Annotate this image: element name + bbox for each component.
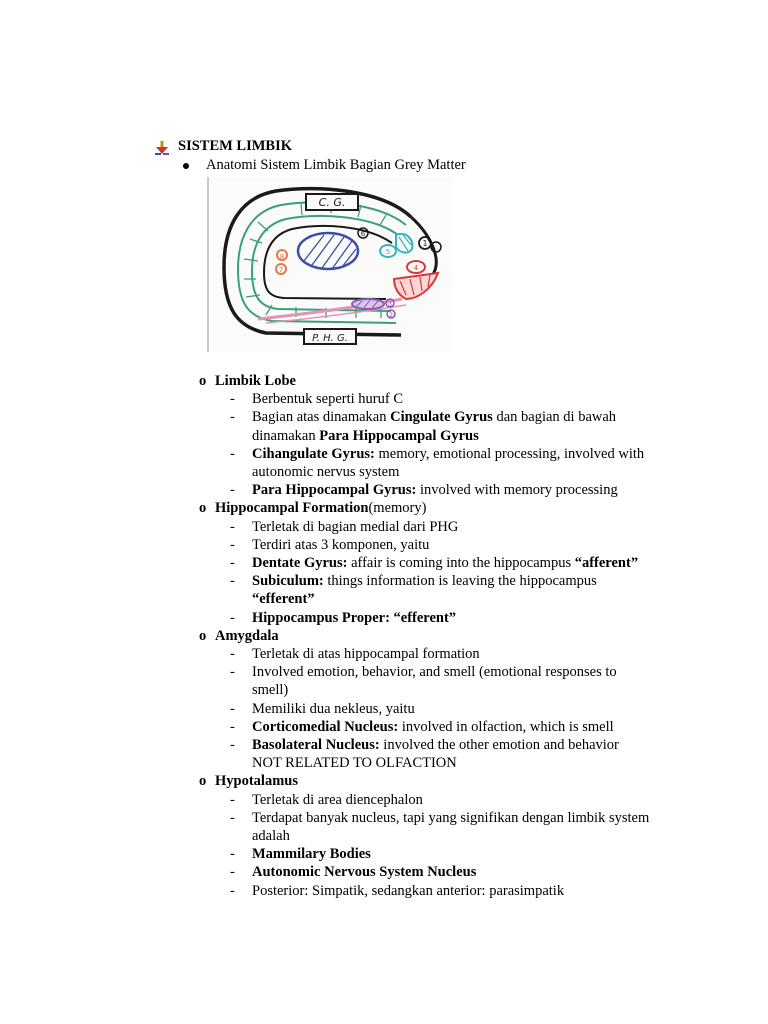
label-6: 6 <box>360 230 366 238</box>
item-post: involved the other emotion and behavior NOT RELATED TO OLFACTION <box>252 737 619 772</box>
dash-bullet-icon: - <box>230 518 235 535</box>
item-pre: Involved emotion, behavior, and smell (emotional responses to smell) <box>252 664 617 699</box>
item-pre: Posterior: Simpatik, sedangkan anterior: parasimpatik <box>252 882 565 899</box>
list-item <box>199 700 659 718</box>
limbic-system-drawing <box>206 177 453 352</box>
dash-bullet-icon: - <box>230 664 235 681</box>
list-item <box>199 609 659 627</box>
item-bold: Basolateral Nucleus: <box>252 737 380 754</box>
dash-bullet-icon: - <box>230 846 235 863</box>
circle-bullet-icon: o <box>199 373 207 389</box>
item-bold: Para Hippocampal Gyrus: <box>252 482 417 499</box>
outline-list <box>199 372 659 900</box>
dash-bullet-icon: - <box>230 700 235 717</box>
list-item <box>199 572 659 608</box>
dash-bullet-icon: - <box>230 409 235 426</box>
list-item <box>199 536 659 554</box>
dash-bullet-icon: - <box>230 482 235 499</box>
dash-bullet-icon: - <box>230 536 235 553</box>
item-text <box>252 863 652 881</box>
circle-bullet-icon: o <box>199 773 207 790</box>
list-item <box>199 809 659 845</box>
circle-bullet-icon: o <box>199 627 207 644</box>
item-text <box>252 390 652 408</box>
list-item <box>199 554 659 572</box>
list-item <box>199 663 659 699</box>
item-text <box>252 736 652 772</box>
item-text <box>252 845 652 863</box>
list-item <box>199 863 659 881</box>
item-bold2: “efferent” <box>252 591 315 608</box>
item-text <box>252 700 652 718</box>
section-heading <box>199 499 659 517</box>
list-item <box>199 791 659 809</box>
item-text <box>252 609 652 627</box>
section-title: Limbik Lobe <box>215 373 296 389</box>
list-item <box>199 408 659 444</box>
dash-bullet-icon: - <box>230 391 235 408</box>
phg-label: P. H. G. <box>312 333 348 344</box>
list-item <box>199 518 659 536</box>
list-item <box>199 736 659 772</box>
section-title: Hypotalamus <box>215 773 298 790</box>
item-pre: Terdapat banyak nucleus, tapi yang signifikan dengan limbik system adalah <box>252 809 650 845</box>
section-heading <box>199 372 659 390</box>
list-item <box>199 718 659 736</box>
label-5: 5 <box>385 248 391 256</box>
bullet-dot-icon <box>183 163 189 169</box>
list-item <box>199 445 659 481</box>
item-text <box>252 663 652 699</box>
dash-bullet-icon: - <box>230 864 235 881</box>
cg-label: C. G. <box>318 196 346 209</box>
section-heading <box>199 627 659 645</box>
item-text <box>252 445 652 481</box>
item-text <box>252 882 652 900</box>
arrow-bullet-icon <box>155 141 169 155</box>
label-8: 8 <box>279 253 285 261</box>
list-item <box>199 645 659 663</box>
item-post: affair is coming into the hippocampus <box>347 555 575 572</box>
list-item <box>199 845 659 863</box>
subheading-row <box>183 157 466 174</box>
item-text <box>252 536 652 554</box>
dash-bullet-icon: - <box>230 445 235 462</box>
item-post: things information is leaving the hippocampus <box>323 573 597 590</box>
item-bold: Cingulate Gyrus <box>390 409 493 426</box>
label-4: 4 <box>413 264 419 272</box>
item-pre: Bagian atas dinamakan <box>252 409 391 426</box>
dash-bullet-icon: - <box>230 882 235 899</box>
item-text <box>252 518 652 536</box>
section-title: Hippocampal Formation <box>215 500 369 517</box>
list-item <box>199 390 659 408</box>
item-bold: Subiculum: <box>252 573 324 590</box>
item-bold: Corticomedial Nucleus: <box>252 718 399 735</box>
label-1: 1 <box>422 239 428 248</box>
item-bold2: “afferent” <box>574 555 639 572</box>
dash-bullet-icon: - <box>230 737 235 754</box>
item-post: involved in olfaction, which is smell <box>398 718 614 735</box>
dash-bullet-icon: - <box>230 555 235 572</box>
item-text <box>252 645 652 663</box>
list-item <box>199 481 659 499</box>
dash-bullet-icon: - <box>230 718 235 735</box>
item-bold2: Para Hippocampal Gyrus <box>319 427 479 444</box>
section-title: Amygdala <box>215 627 279 644</box>
item-post: memory, emotional processing, involved with autonomic nervus system <box>252 445 645 481</box>
section-heading <box>199 772 659 790</box>
item-pre: Terdiri atas 3 komponen, yaitu <box>252 536 430 553</box>
item-post: involved with memory processing <box>416 482 618 499</box>
item-text <box>252 481 652 499</box>
dash-bullet-icon: - <box>230 646 235 663</box>
dash-bullet-icon: - <box>230 609 235 626</box>
dash-bullet-icon: - <box>230 809 235 826</box>
page-title: SISTEM LIMBIK <box>178 138 293 154</box>
dash-bullet-icon: - <box>230 573 235 590</box>
list-item <box>199 882 659 900</box>
item-bold: Hippocampus Proper: “efferent” <box>252 609 457 626</box>
heading-row <box>155 138 292 155</box>
item-pre: Terletak di atas hippocampal formation <box>252 646 480 663</box>
item-post: dan bagian di bawah dinamakan <box>252 409 617 444</box>
item-bold: Dentate Gyrus: <box>252 555 348 572</box>
dash-bullet-icon: - <box>230 791 235 808</box>
item-pre: Memiliki dua nekleus, yaitu <box>252 700 415 717</box>
item-bold: Mammilary Bodies <box>252 846 371 863</box>
item-text <box>252 408 652 444</box>
item-pre: Berbentuk seperti huruf C <box>252 391 404 408</box>
item-pre: Terletak di bagian medial dari PHG <box>252 518 459 535</box>
label-7: 7 <box>278 266 284 274</box>
section-title-note: (memory) <box>368 500 427 517</box>
limbic-drawing-svg <box>206 177 453 352</box>
item-bold: Cihangulate Gyrus: <box>252 445 375 462</box>
subheading: Anatomi Sistem Limbik Bagian Grey Matter <box>206 157 466 173</box>
circle-bullet-icon: o <box>199 500 207 517</box>
item-text <box>252 809 652 845</box>
label-3: 3 <box>388 301 392 308</box>
item-pre: Terletak di area diencephalon <box>252 791 423 808</box>
item-text <box>252 718 652 736</box>
item-text <box>252 791 652 809</box>
item-text <box>252 554 652 572</box>
item-bold: Autonomic Nervous System Nucleus <box>252 864 477 881</box>
label-2: 2 <box>389 312 393 319</box>
item-text <box>252 572 652 608</box>
